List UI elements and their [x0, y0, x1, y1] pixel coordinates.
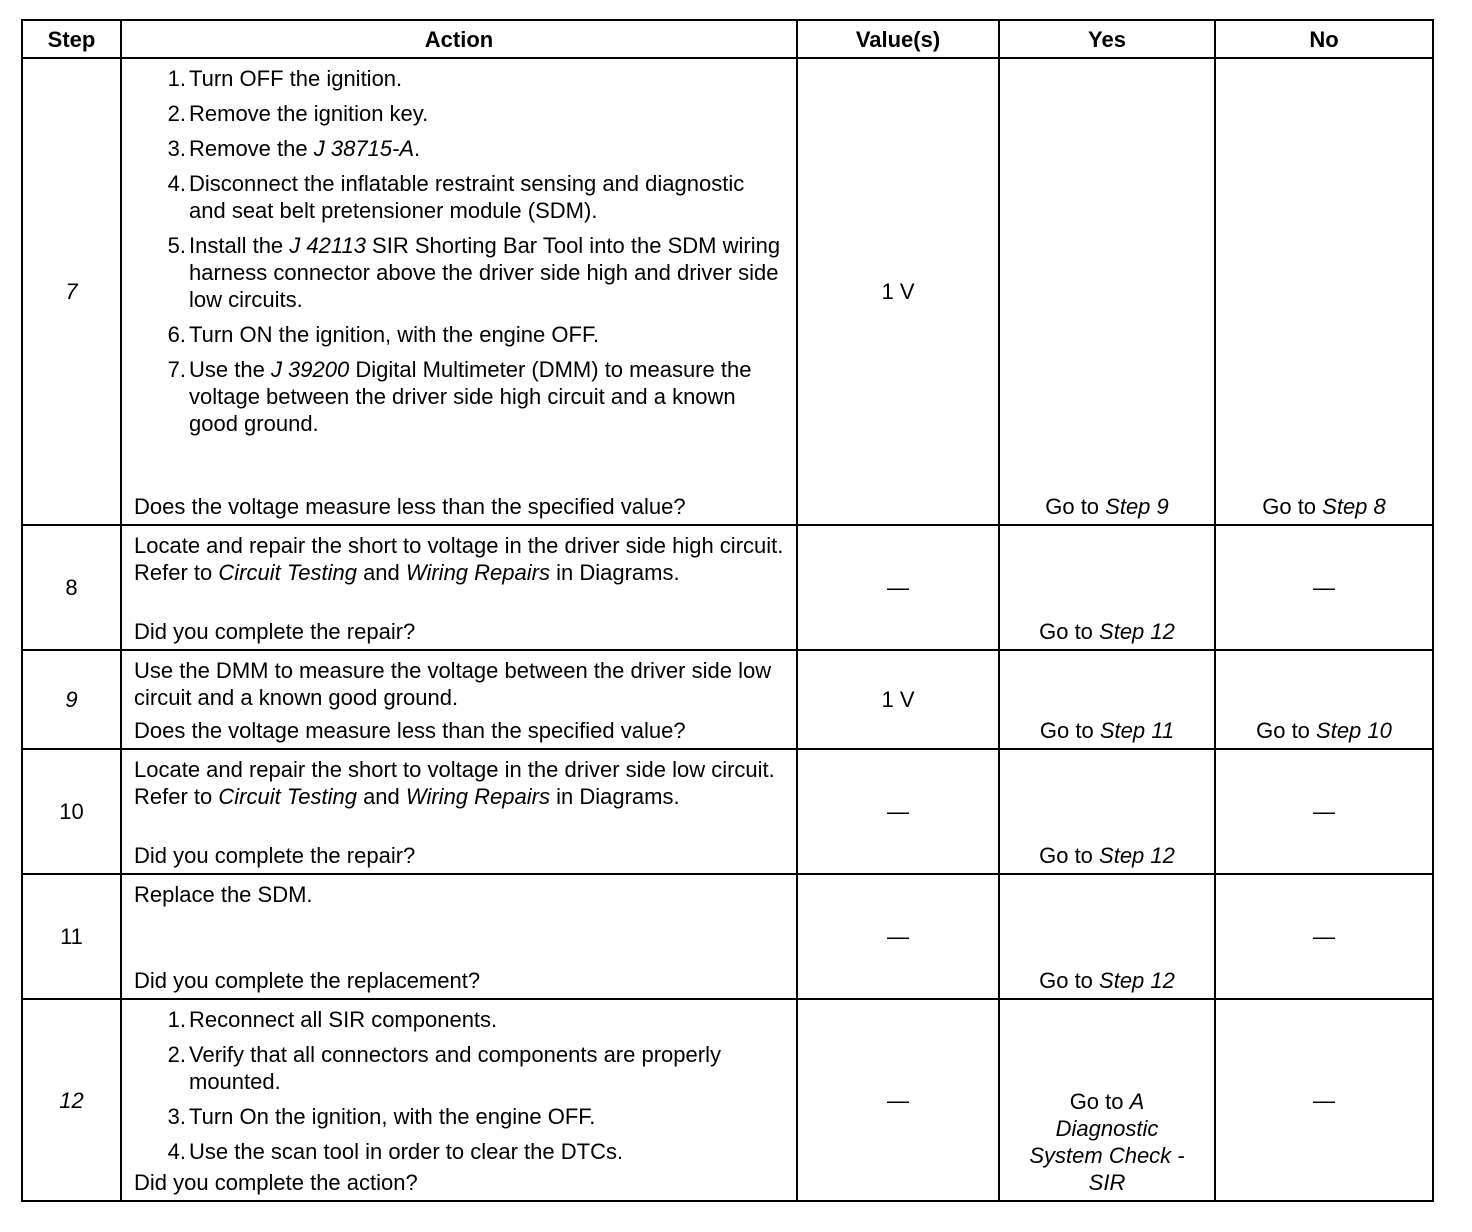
list-item: 7. Use the J 39200 Digital Multimeter (DMM) to measure the voltage between the driver side high circuit and a known good ground. — [167, 357, 752, 436]
value-cell: — — [797, 525, 999, 650]
yes-cell: Go to Step 9 — [999, 58, 1215, 525]
step-number: 8 — [22, 525, 121, 650]
action-list — [134, 1006, 786, 1165]
no-cell: Go to Step 8 — [1215, 58, 1433, 525]
value-cell: — — [797, 874, 999, 999]
yes-cell: Go to A Diagnostic System Check - SIR — [999, 999, 1215, 1201]
list-item: 3. Turn On the ignition, with the engine OFF. — [167, 1104, 596, 1129]
list-item: 3. Remove the J 38715-A. — [167, 136, 421, 161]
header-no: No — [1215, 20, 1433, 58]
step-number: 12 — [22, 999, 121, 1201]
action-cell — [121, 58, 797, 525]
header-step: Step — [22, 20, 121, 58]
action-list — [134, 65, 786, 437]
question-text: Did you complete the repair? — [134, 619, 416, 644]
step-number: 10 — [22, 749, 121, 874]
header-yes: Yes — [999, 20, 1215, 58]
table-row — [22, 58, 1433, 525]
no-cell: — — [1215, 999, 1433, 1201]
yes-cell: Go to Step 12 — [999, 874, 1215, 999]
value-cell: — — [797, 999, 999, 1201]
table-row — [22, 749, 1433, 874]
table-row — [22, 525, 1433, 650]
list-item: 6. Turn ON the ignition, with the engine OFF. — [167, 322, 600, 347]
action-text: Use the DMM to measure the voltage between the driver side low circuit and a known good ground. — [134, 658, 772, 710]
list-item: 2. Verify that all connectors and components are properly mounted. — [167, 1042, 721, 1094]
yes-cell: Go to Step 12 — [999, 525, 1215, 650]
header-row — [22, 20, 1433, 58]
list-item: 4. Disconnect the inflatable restraint sensing and diagnostic and seat belt pretensioner module (SDM). — [167, 171, 745, 223]
question-text: Did you complete the repair? — [134, 843, 416, 868]
no-cell: — — [1215, 874, 1433, 999]
step-number: 9 — [22, 650, 121, 749]
step-number: 7 — [22, 58, 121, 525]
action-text: Locate and repair the short to voltage in the driver side high circuit. Refer to Circuit Testing and Wiring Repairs in Diagrams. — [134, 533, 784, 585]
table-row — [22, 650, 1433, 749]
no-cell: — — [1215, 749, 1433, 874]
list-item: 5. Install the J 42113 SIR Shorting Bar Tool into the SDM wiring harness connector above the driver side high and driver side low circuits. — [167, 233, 781, 312]
table-row — [22, 999, 1433, 1201]
action-cell — [121, 650, 797, 749]
value-cell: 1 V — [797, 650, 999, 749]
list-item: 2. Remove the ignition key. — [167, 101, 429, 126]
header-action: Action — [121, 20, 797, 58]
question-text: Did you complete the replacement? — [134, 968, 481, 993]
question-text: Did you complete the action? — [134, 1170, 418, 1195]
action-cell — [121, 874, 797, 999]
action-cell — [121, 999, 797, 1201]
value-cell: 1 V — [797, 58, 999, 525]
action-cell — [121, 525, 797, 650]
list-item: 1. Reconnect all SIR components. — [167, 1007, 498, 1032]
value-cell: — — [797, 749, 999, 874]
question-text: Does the voltage measure less than the specified value? — [134, 494, 686, 519]
list-item: 1. Turn OFF the ignition. — [167, 66, 403, 91]
no-cell: — — [1215, 525, 1433, 650]
question-text: Does the voltage measure less than the specified value? — [134, 718, 686, 743]
table-row — [22, 874, 1433, 999]
action-text: Locate and repair the short to voltage in the driver side low circuit. Refer to Circuit Testing and Wiring Repairs in Diagrams. — [134, 757, 775, 809]
action-cell — [121, 749, 797, 874]
header-values: Value(s) — [797, 20, 999, 58]
step-number: 11 — [22, 874, 121, 999]
yes-cell: Go to Step 12 — [999, 749, 1215, 874]
action-text: Replace the SDM. — [134, 882, 313, 907]
yes-cell: Go to Step 11 — [999, 650, 1215, 749]
list-item: 4. Use the scan tool in order to clear the DTCs. — [167, 1139, 624, 1164]
diagnostic-table — [21, 19, 1434, 1202]
no-cell: Go to Step 10 — [1215, 650, 1433, 749]
